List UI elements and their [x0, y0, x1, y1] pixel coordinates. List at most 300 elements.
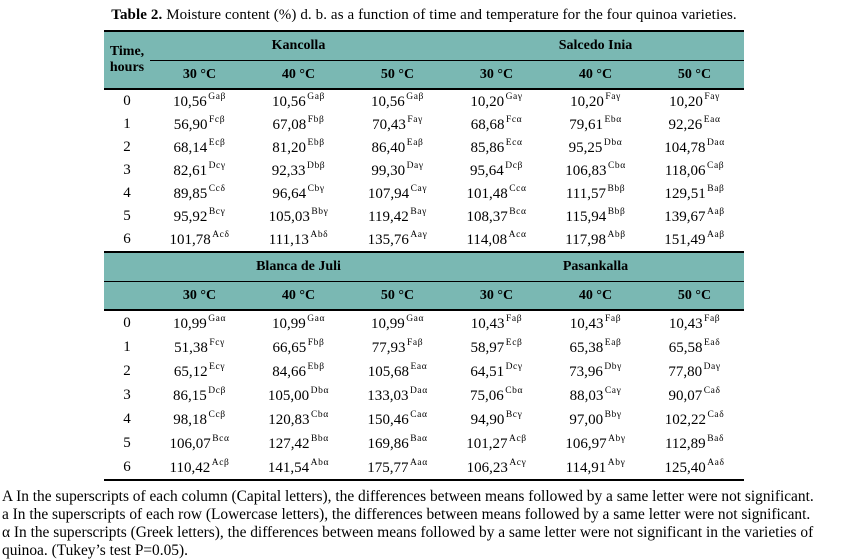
data-cell — [150, 159, 249, 182]
moisture-value: 10,99 — [172, 315, 207, 332]
moisture-value: 90,07 — [668, 387, 703, 404]
significance-superscript: Caβ — [707, 161, 725, 171]
moisture-value: 133,03 — [367, 387, 409, 404]
significance-superscript: Dbα — [603, 138, 623, 148]
data-cell — [150, 182, 249, 205]
significance-superscript: Bbγ — [311, 207, 329, 217]
table-row — [104, 335, 744, 359]
moisture-value: 77,80 — [668, 363, 703, 380]
moisture-value: 101,78 — [169, 232, 211, 248]
temperature-header: 30 °C — [447, 61, 546, 90]
data-cell — [150, 335, 249, 359]
moisture-value: 139,67 — [664, 209, 706, 225]
time-value: 4 — [104, 182, 150, 205]
table-row — [104, 359, 744, 383]
significance-superscript: Bcα — [509, 207, 527, 217]
data-cell — [447, 407, 546, 431]
footnote-capital-letters: A In the superscripts of each column (Capital letters), the differences between means followed by a same letter were not significant. — [2, 488, 814, 505]
data-cell — [645, 310, 744, 335]
moisture-value: 115,94 — [565, 209, 607, 225]
moisture-value: 97,00 — [569, 411, 604, 428]
temperature-header: 50 °C — [348, 282, 447, 311]
table-row — [104, 113, 744, 136]
significance-superscript: Acγ — [509, 457, 527, 468]
moisture-value: 75,06 — [469, 387, 504, 404]
significance-superscript: Abβ — [607, 230, 626, 240]
time-value: 3 — [104, 159, 150, 182]
temperature-header-row — [104, 61, 744, 90]
significance-superscript: Caγ — [604, 385, 622, 396]
data-cell — [150, 113, 249, 136]
significance-superscript: Acα — [508, 230, 527, 240]
moisture-value: 99,30 — [371, 163, 406, 179]
significance-superscript: Bbβ — [607, 207, 626, 217]
table-row — [104, 136, 744, 159]
moisture-value: 10,20 — [470, 94, 505, 110]
moisture-value: 106,23 — [466, 459, 508, 476]
significance-superscript: Acβ — [509, 433, 527, 444]
data-cell — [645, 136, 744, 159]
moisture-value: 101,48 — [466, 186, 508, 202]
data-cell — [447, 383, 546, 407]
significance-superscript: Faβ — [704, 313, 721, 324]
moisture-value: 82,61 — [173, 163, 208, 179]
data-cell — [645, 228, 744, 252]
time-column-spacer — [104, 282, 150, 311]
moisture-value: 117,98 — [565, 232, 606, 248]
moisture-value: 111,57 — [565, 186, 606, 202]
temperature-header: 40 °C — [546, 282, 645, 311]
time-column-header: Time, hours — [104, 31, 150, 89]
significance-superscript: Ebβ — [307, 138, 325, 148]
time-value: 5 — [104, 205, 150, 228]
variety-header-row — [104, 252, 744, 282]
data-cell — [249, 113, 348, 136]
data-cell — [546, 182, 645, 205]
data-cell — [645, 359, 744, 383]
significance-superscript: Dcβ — [208, 385, 226, 396]
moisture-value: 106,07 — [169, 435, 211, 452]
moisture-table — [104, 30, 744, 481]
data-cell — [348, 136, 447, 159]
temperature-header: 30 °C — [150, 282, 249, 311]
significance-superscript: Baβ — [707, 184, 725, 194]
moisture-value: 111,13 — [268, 232, 309, 248]
data-cell — [150, 205, 249, 228]
moisture-value: 110,42 — [169, 459, 211, 476]
data-cell — [150, 228, 249, 252]
significance-superscript: Gaβ — [208, 92, 226, 102]
data-cell — [546, 89, 645, 113]
significance-superscript: Abα — [310, 457, 330, 468]
data-cell — [348, 113, 447, 136]
significance-superscript: Faγ — [704, 92, 720, 102]
time-value: 6 — [104, 455, 150, 480]
significance-superscript: Gaα — [307, 313, 326, 324]
moisture-value: 58,97 — [470, 339, 505, 356]
table-row — [104, 431, 744, 455]
data-cell — [150, 359, 249, 383]
significance-superscript: Dcγ — [505, 361, 523, 372]
time-value: 2 — [104, 359, 150, 383]
significance-superscript: Cbγ — [307, 184, 325, 194]
footnote-greek-letters: α In the superscripts (Greek letters), the differences between means followed by a same letter were not significant in the varieties of quinoa. (Tukey’s test P=0.05). — [2, 524, 814, 559]
significance-superscript: Faγ — [605, 92, 621, 102]
significance-superscript: Gaα — [406, 313, 425, 324]
significance-superscript: Dbβ — [307, 161, 326, 171]
time-value: 4 — [104, 407, 150, 431]
moisture-value: 10,43 — [668, 315, 703, 332]
moisture-value: 56,90 — [173, 117, 208, 133]
data-cell — [249, 359, 348, 383]
table-row — [104, 205, 744, 228]
moisture-value: 95,92 — [173, 209, 208, 225]
significance-superscript: Ebβ — [307, 361, 325, 372]
data-cell — [348, 228, 447, 252]
data-cell — [447, 136, 546, 159]
data-cell — [150, 89, 249, 113]
significance-superscript: Daα — [409, 385, 428, 396]
significance-superscript: Ccα — [509, 184, 527, 194]
variety-header-kancolla: Kancolla — [150, 31, 447, 61]
moisture-value: 65,58 — [668, 339, 703, 356]
data-cell — [348, 383, 447, 407]
data-cell — [645, 335, 744, 359]
caption-text: Moisture content (%) d. b. as a function of time and temperature for the four quinoa varieties. — [166, 7, 737, 23]
time-value: 0 — [104, 89, 150, 113]
data-cell — [150, 407, 249, 431]
data-cell — [348, 205, 447, 228]
data-cell — [249, 182, 348, 205]
data-cell — [150, 383, 249, 407]
time-value: 2 — [104, 136, 150, 159]
significance-superscript: Dbγ — [604, 361, 622, 372]
moisture-value: 95,25 — [568, 140, 603, 156]
significance-superscript: Ecβ — [208, 138, 226, 148]
data-cell — [249, 159, 348, 182]
moisture-value: 89,85 — [173, 186, 208, 202]
data-cell — [447, 182, 546, 205]
moisture-value: 65,38 — [569, 339, 604, 356]
significance-superscript: Fcα — [505, 115, 523, 125]
data-cell — [447, 335, 546, 359]
significance-superscript: Dcγ — [208, 161, 226, 171]
significance-superscript: Fcγ — [209, 337, 225, 348]
data-cell — [249, 205, 348, 228]
significance-superscript: Ccδ — [208, 184, 226, 194]
data-cell — [348, 182, 447, 205]
moisture-value: 68,14 — [173, 140, 208, 156]
temperature-header: 30 °C — [447, 282, 546, 311]
significance-superscript: Gaγ — [505, 92, 523, 102]
data-cell — [447, 159, 546, 182]
table-row — [104, 159, 744, 182]
data-cell — [645, 455, 744, 480]
time-value: 6 — [104, 228, 150, 252]
significance-superscript: Gaβ — [307, 92, 325, 102]
significance-superscript: Bcγ — [208, 207, 226, 217]
data-cell — [348, 310, 447, 335]
table-row — [104, 228, 744, 252]
data-cell — [150, 431, 249, 455]
significance-superscript: Cbα — [505, 385, 524, 396]
moisture-value: 106,97 — [565, 435, 607, 452]
significance-superscript: Ecγ — [209, 361, 226, 372]
temperature-header: 30 °C — [150, 61, 249, 90]
moisture-value: 120,83 — [268, 411, 310, 428]
data-cell — [645, 89, 744, 113]
data-cell — [249, 228, 348, 252]
significance-superscript: Aaα — [409, 457, 428, 468]
data-cell — [645, 182, 744, 205]
moisture-value: 98,18 — [173, 411, 208, 428]
time-column-spacer — [104, 252, 150, 282]
moisture-value: 101,27 — [466, 435, 508, 452]
significance-superscript: Faβ — [506, 313, 523, 324]
time-value: 1 — [104, 113, 150, 136]
table-row — [104, 455, 744, 480]
data-cell — [249, 383, 348, 407]
significance-superscript: Aaδ — [707, 457, 725, 468]
variety-header-salcedo-inia: Salcedo Inia — [447, 31, 744, 61]
moisture-value: 67,08 — [272, 117, 307, 133]
moisture-value: 114,08 — [466, 232, 508, 248]
data-cell — [546, 383, 645, 407]
significance-superscript: Aaβ — [707, 207, 725, 217]
caption-label: Table 2. — [111, 7, 163, 23]
time-value: 1 — [104, 335, 150, 359]
data-cell — [645, 407, 744, 431]
moisture-value: 10,56 — [173, 94, 207, 110]
variety-header-blanca-de-juli: Blanca de Juli — [150, 252, 447, 282]
time-value: 5 — [104, 431, 150, 455]
significance-superscript: Caδ — [703, 385, 721, 396]
significance-superscript: Fcβ — [209, 115, 226, 125]
table-row — [104, 182, 744, 205]
moisture-value: 10,99 — [271, 315, 306, 332]
data-cell — [447, 113, 546, 136]
moisture-value: 86,15 — [173, 387, 207, 404]
data-cell — [645, 383, 744, 407]
moisture-value: 64,51 — [470, 363, 505, 380]
moisture-value: 175,77 — [367, 459, 409, 476]
data-cell — [645, 159, 744, 182]
moisture-value: 92,26 — [668, 117, 703, 133]
moisture-value: 68,68 — [470, 117, 505, 133]
moisture-value: 79,61 — [569, 117, 603, 133]
moisture-value: 10,20 — [669, 94, 703, 110]
moisture-value: 85,86 — [470, 140, 505, 156]
moisture-value: 86,40 — [371, 140, 406, 156]
data-cell — [348, 407, 447, 431]
data-cell — [546, 335, 645, 359]
significance-superscript: Daγ — [703, 361, 721, 372]
significance-superscript: Cbα — [607, 161, 626, 171]
moisture-value: 169,86 — [367, 435, 409, 452]
footnotes — [2, 488, 846, 560]
table-caption — [0, 0, 848, 24]
temperature-header: 50 °C — [645, 61, 744, 90]
moisture-value: 150,46 — [367, 411, 409, 428]
data-cell — [546, 359, 645, 383]
significance-superscript: Abγ — [608, 433, 626, 444]
moisture-value: 10,56 — [272, 94, 306, 110]
data-cell — [348, 359, 447, 383]
significance-superscript: Dbα — [310, 385, 330, 396]
significance-superscript: Eaδ — [703, 337, 721, 348]
temperature-header: 50 °C — [645, 282, 744, 311]
variety-header-row — [104, 31, 744, 61]
significance-superscript: Caα — [410, 409, 428, 420]
significance-superscript: Bcα — [212, 433, 230, 444]
data-cell — [249, 89, 348, 113]
temperature-header: 50 °C — [348, 61, 447, 90]
data-cell — [348, 159, 447, 182]
significance-superscript: Baδ — [707, 433, 725, 444]
moisture-value: 10,43 — [470, 315, 505, 332]
moisture-value: 77,93 — [371, 339, 406, 356]
moisture-value: 112,89 — [664, 435, 706, 452]
moisture-value: 125,40 — [664, 459, 706, 476]
significance-superscript: Acβ — [211, 457, 230, 468]
significance-superscript: Caδ — [707, 409, 725, 420]
moisture-value: 51,38 — [174, 339, 208, 356]
significance-superscript: Ecβ — [505, 337, 523, 348]
significance-superscript: Eaβ — [406, 138, 424, 148]
significance-superscript: Ebα — [604, 115, 622, 125]
table-row — [104, 89, 744, 113]
moisture-value: 104,78 — [664, 140, 706, 156]
data-cell — [645, 431, 744, 455]
data-cell — [546, 455, 645, 480]
moisture-value: 92,33 — [271, 163, 306, 179]
moisture-value: 88,03 — [569, 387, 604, 404]
significance-superscript: Eaβ — [604, 337, 622, 348]
moisture-value: 10,20 — [570, 94, 604, 110]
data-cell — [447, 431, 546, 455]
table-row — [104, 310, 744, 335]
moisture-value: 135,76 — [367, 232, 409, 248]
data-cell — [348, 335, 447, 359]
table-row — [104, 407, 744, 431]
temperature-header-row — [104, 282, 744, 311]
significance-superscript: Bbβ — [607, 184, 626, 194]
data-cell — [447, 89, 546, 113]
significance-superscript: Baγ — [410, 207, 427, 217]
moisture-value: 10,43 — [569, 315, 604, 332]
data-cell — [447, 205, 546, 228]
moisture-value: 105,03 — [268, 209, 310, 225]
significance-superscript: Bcγ — [505, 409, 523, 420]
data-cell — [645, 113, 744, 136]
significance-superscript: Faβ — [407, 337, 424, 348]
significance-superscript: Daγ — [406, 161, 424, 171]
data-cell — [447, 228, 546, 252]
moisture-value: 151,49 — [664, 232, 706, 248]
moisture-value: 114,91 — [565, 459, 607, 476]
moisture-value: 70,43 — [372, 117, 406, 133]
significance-superscript: Daα — [706, 138, 725, 148]
moisture-value: 96,64 — [272, 186, 307, 202]
moisture-value: 10,99 — [370, 315, 405, 332]
time-value: 0 — [104, 310, 150, 335]
data-cell — [546, 159, 645, 182]
moisture-value: 94,90 — [470, 411, 505, 428]
data-cell — [348, 431, 447, 455]
significance-superscript: Fbβ — [307, 337, 325, 348]
data-cell — [150, 310, 249, 335]
data-cell — [150, 136, 249, 159]
significance-superscript: Fbβ — [307, 115, 325, 125]
data-cell — [546, 205, 645, 228]
moisture-value: 105,00 — [267, 387, 310, 404]
data-cell — [546, 113, 645, 136]
significance-superscript: Faγ — [407, 115, 423, 125]
significance-superscript: Baα — [410, 433, 428, 444]
significance-superscript: Abγ — [607, 457, 626, 468]
moisture-value: 102,22 — [664, 411, 706, 428]
moisture-value: 65,12 — [173, 363, 208, 380]
moisture-value: 107,94 — [367, 186, 410, 202]
data-cell — [546, 228, 645, 252]
moisture-value: 66,65 — [272, 339, 307, 356]
significance-superscript: Aaγ — [410, 230, 428, 240]
data-cell — [249, 431, 348, 455]
moisture-value: 95,64 — [470, 163, 504, 179]
data-cell — [546, 407, 645, 431]
significance-superscript: Gaβ — [406, 92, 424, 102]
moisture-value: 73,96 — [569, 363, 603, 380]
moisture-value: 108,37 — [466, 209, 508, 225]
temperature-header: 40 °C — [249, 61, 348, 90]
moisture-value: 84,66 — [272, 363, 307, 380]
significance-superscript: Eaα — [703, 115, 721, 125]
moisture-value: 81,20 — [272, 140, 307, 156]
data-cell — [546, 310, 645, 335]
moisture-value: 127,42 — [268, 435, 310, 452]
significance-superscript: Bbγ — [604, 409, 622, 420]
moisture-value: 106,83 — [565, 163, 607, 179]
temperature-header: 40 °C — [546, 61, 645, 90]
significance-superscript: Caγ — [410, 184, 428, 194]
data-cell — [249, 335, 348, 359]
data-cell — [348, 89, 447, 113]
moisture-value: 119,42 — [368, 209, 409, 225]
significance-superscript: Cbα — [310, 409, 329, 420]
moisture-value: 118,06 — [664, 163, 706, 179]
significance-superscript: Gaα — [208, 313, 227, 324]
data-cell — [447, 310, 546, 335]
data-cell — [249, 136, 348, 159]
significance-superscript: Dcβ — [505, 161, 523, 171]
data-cell — [546, 431, 645, 455]
data-cell — [249, 310, 348, 335]
footnote-lowercase-letters: a In the superscripts of each row (Lowercase letters), the differences between means followed by a same letter were not significant. — [2, 506, 811, 523]
significance-superscript: Bbα — [310, 433, 329, 444]
significance-superscript: Ecα — [505, 138, 523, 148]
significance-superscript: Acδ — [212, 230, 230, 240]
significance-superscript: Ccβ — [208, 409, 226, 420]
moisture-table-body — [104, 31, 744, 480]
time-value: 3 — [104, 383, 150, 407]
data-cell — [447, 455, 546, 480]
data-cell — [348, 455, 447, 480]
data-cell — [447, 359, 546, 383]
table-row — [104, 383, 744, 407]
temperature-header: 40 °C — [249, 282, 348, 311]
significance-superscript: Faβ — [605, 313, 622, 324]
data-cell — [645, 205, 744, 228]
